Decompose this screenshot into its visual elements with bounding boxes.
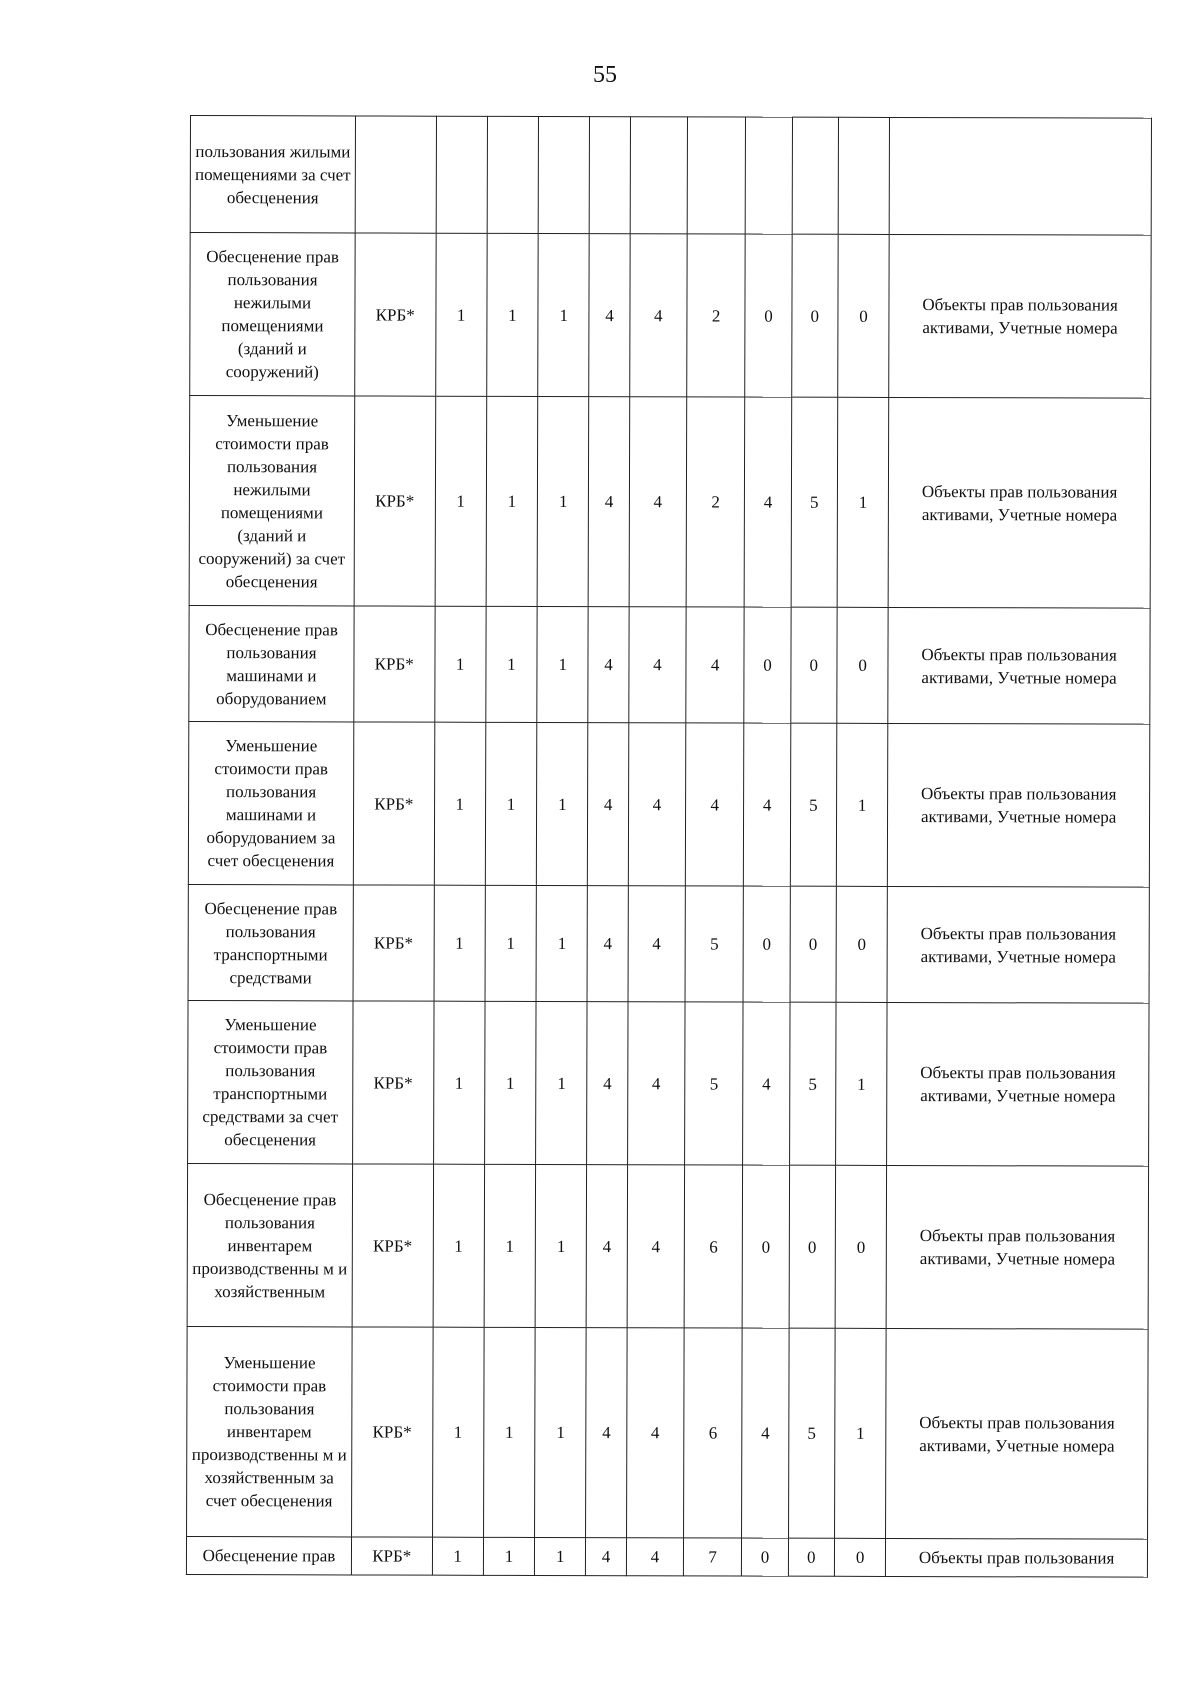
account-digit-cell: 0: [790, 607, 837, 723]
account-digit-cell: 4: [628, 723, 686, 886]
account-name-cell: Уменьшение стоимости прав пользования транспортными средствами за счет обесценения: [188, 1000, 353, 1163]
account-digit-cell: 4: [743, 1002, 790, 1165]
account-digit-cell: 0: [743, 1165, 790, 1328]
account-digit-cell: 1: [485, 885, 537, 1001]
account-digit-cell: [436, 116, 488, 233]
table-row: [187, 1163, 1148, 1329]
account-digit-cell: 1: [434, 606, 486, 722]
account-digit-cell: 4: [628, 886, 686, 1002]
account-digit-cell: [746, 117, 793, 234]
account-digit-cell: [792, 117, 839, 234]
account-digit-cell: 4: [587, 1002, 628, 1165]
account-digit-cell: 1: [535, 1164, 587, 1327]
account-digit-cell: [838, 117, 890, 234]
account-digit-cell: 4: [626, 1328, 684, 1538]
analytics-description-cell: Объекты прав пользования активами, Учетные номера: [888, 607, 1150, 724]
account-digit-cell: 1: [537, 606, 589, 722]
account-digit-cell: 1: [432, 1327, 484, 1537]
account-digit-cell: 0: [788, 1538, 834, 1576]
account-digit-cell: 1: [435, 233, 487, 396]
account-digit-cell: 4: [589, 397, 630, 607]
account-digit-cell: 1: [433, 1164, 485, 1327]
table-row: [187, 1326, 1149, 1539]
analytics-description-cell: [889, 117, 1151, 235]
account-digit-cell: 2: [687, 234, 746, 397]
account-digit-cell: 1: [484, 1001, 536, 1164]
analytics-description-cell: Объекты прав пользования активами, Учетные номера: [887, 1002, 1149, 1166]
account-digit-cell: 1: [432, 1537, 483, 1575]
account-name-cell: Уменьшение стоимости прав пользования нежилыми помещениями (зданий и сооружений) за счет обесценения: [189, 396, 355, 606]
account-digit-cell: 1: [837, 397, 889, 607]
account-digit-cell: [687, 117, 746, 234]
table-row: [188, 884, 1149, 1003]
table-row: [188, 721, 1149, 887]
account-digit-cell: 7: [683, 1538, 741, 1576]
account-digit-cell: 1: [536, 1001, 588, 1164]
budget-code-cell: КРБ*: [351, 1537, 432, 1575]
account-digit-cell: 4: [589, 234, 630, 397]
account-digit-cell: 0: [744, 607, 791, 723]
account-digit-cell: 1: [836, 1002, 888, 1165]
page-number: 55: [593, 62, 617, 88]
account-digit-cell: [630, 117, 688, 234]
budget-code-cell: [355, 116, 436, 233]
account-name-cell: Обесценение прав: [186, 1536, 351, 1574]
account-digit-cell: 0: [743, 886, 790, 1002]
budget-code-cell: КРБ*: [354, 606, 435, 722]
account-digit-cell: 0: [834, 1538, 885, 1576]
table-row: [186, 1536, 1147, 1577]
budget-code-cell: КРБ*: [353, 885, 434, 1001]
account-digit-cell: 1: [434, 885, 486, 1001]
account-digit-cell: 1: [433, 1001, 485, 1164]
account-digit-cell: 1: [536, 722, 588, 885]
account-digit-cell: 6: [684, 1328, 743, 1538]
account-digit-cell: 1: [485, 722, 537, 885]
analytics-description-cell: Объекты прав пользования активами, Учетные номера: [888, 397, 1150, 608]
account-digit-cell: 5: [685, 1002, 744, 1165]
analytics-description-cell: Объекты прав пользования активами, Учетные номера: [886, 1328, 1148, 1539]
account-digit-cell: 4: [587, 886, 628, 1002]
account-digit-cell: 1: [535, 1327, 587, 1537]
account-digit-cell: 5: [791, 397, 838, 607]
account-digit-cell: 1: [836, 723, 888, 886]
account-name-cell: Обесценение прав пользования машинами и оборудованием: [189, 605, 354, 721]
account-digit-cell: 4: [627, 1002, 685, 1165]
account-digit-cell: 4: [586, 1328, 627, 1538]
account-name-cell: Обесценение прав пользования инвентарем производственны м и хозяйственным: [187, 1163, 352, 1326]
account-digit-cell: 4: [626, 1538, 683, 1576]
account-digit-cell: 1: [486, 606, 538, 722]
account-name-cell: Обесценение прав пользования транспортными средствами: [188, 884, 353, 1000]
account-digit-cell: 0: [835, 1165, 887, 1328]
account-digit-cell: 5: [685, 886, 744, 1002]
account-digit-cell: 1: [535, 1537, 586, 1575]
account-digit-cell: 4: [588, 723, 629, 886]
account-digit-cell: 4: [587, 1165, 628, 1328]
account-digit-cell: 0: [791, 234, 838, 397]
account-digit-cell: 4: [744, 723, 791, 886]
account-digit-cell: 0: [742, 1538, 788, 1576]
account-digit-cell: 0: [836, 886, 888, 1002]
account-digit-cell: 4: [629, 607, 687, 723]
analytics-description-cell: Объекты прав пользования активами, Учетные номера: [887, 886, 1149, 1003]
account-name-cell: пользования жилыми помещениями за счет обесценения: [190, 116, 355, 233]
account-digit-cell: 1: [834, 1328, 886, 1538]
account-digit-cell: 4: [685, 723, 744, 886]
budget-code-cell: КРБ*: [353, 722, 434, 885]
analytics-description-cell: Объекты прав пользования активами, Учетные номера: [886, 1165, 1148, 1329]
account-digit-cell: 1: [434, 722, 486, 885]
budget-code-cell: КРБ*: [352, 1164, 433, 1327]
account-digit-cell: 4: [629, 234, 687, 397]
budget-code-cell: КРБ*: [354, 396, 435, 606]
accounts-table: [186, 115, 1152, 1578]
table-row: [189, 396, 1151, 609]
account-digit-cell: 1: [483, 1327, 535, 1537]
account-digit-cell: 0: [838, 234, 890, 397]
account-digit-cell: 1: [487, 233, 539, 396]
account-digit-cell: 1: [486, 396, 538, 606]
account-digit-cell: 5: [790, 723, 837, 886]
account-digit-cell: 4: [742, 1328, 789, 1538]
account-digit-cell: 4: [629, 397, 687, 607]
account-digit-cell: 1: [538, 233, 590, 396]
account-digit-cell: 4: [586, 1538, 626, 1576]
budget-code-cell: КРБ*: [353, 1001, 434, 1164]
account-digit-cell: 2: [686, 397, 745, 607]
table-row: [188, 1000, 1149, 1166]
budget-code-cell: КРБ*: [355, 233, 436, 396]
account-digit-cell: 1: [483, 1537, 534, 1575]
account-digit-cell: [590, 117, 631, 234]
account-digit-cell: 0: [789, 1165, 836, 1328]
table-row: [190, 116, 1151, 236]
account-digit-cell: 5: [789, 1002, 836, 1165]
account-digit-cell: 1: [435, 396, 487, 606]
account-digit-cell: 0: [790, 886, 837, 1002]
budget-code-cell: КРБ*: [352, 1327, 433, 1537]
account-digit-cell: 0: [745, 234, 792, 397]
analytics-description-cell: Объекты прав пользования активами, Учетные номера: [888, 723, 1150, 887]
account-digit-cell: 1: [536, 885, 588, 1001]
account-digit-cell: 5: [788, 1328, 835, 1538]
account-digit-cell: 1: [484, 1164, 536, 1327]
account-digit-cell: [487, 116, 539, 233]
account-digit-cell: 1: [537, 396, 589, 606]
analytics-description-cell: Объекты прав пользования: [886, 1538, 1148, 1577]
account-digit-cell: 6: [684, 1165, 743, 1328]
account-digit-cell: 4: [588, 607, 629, 723]
table-row: [190, 233, 1151, 399]
account-digit-cell: 0: [837, 607, 889, 723]
analytics-description-cell: Объекты прав пользования активами, Учетные номера: [889, 234, 1151, 398]
account-digit-cell: [538, 116, 590, 233]
account-digit-cell: 4: [686, 607, 745, 723]
table-row: [189, 605, 1150, 724]
account-name-cell: Уменьшение стоимости прав пользования инвентарем производственны м и хозяйственным за счет обесценения: [187, 1326, 353, 1536]
account-name-cell: Обесценение прав пользования нежилыми помещениями (зданий и сооружений): [190, 233, 355, 396]
account-digit-cell: 4: [745, 397, 792, 607]
account-digit-cell: 4: [627, 1165, 685, 1328]
account-name-cell: Уменьшение стоимости прав пользования машинами и оборудованием за счет обесценения: [188, 721, 353, 884]
